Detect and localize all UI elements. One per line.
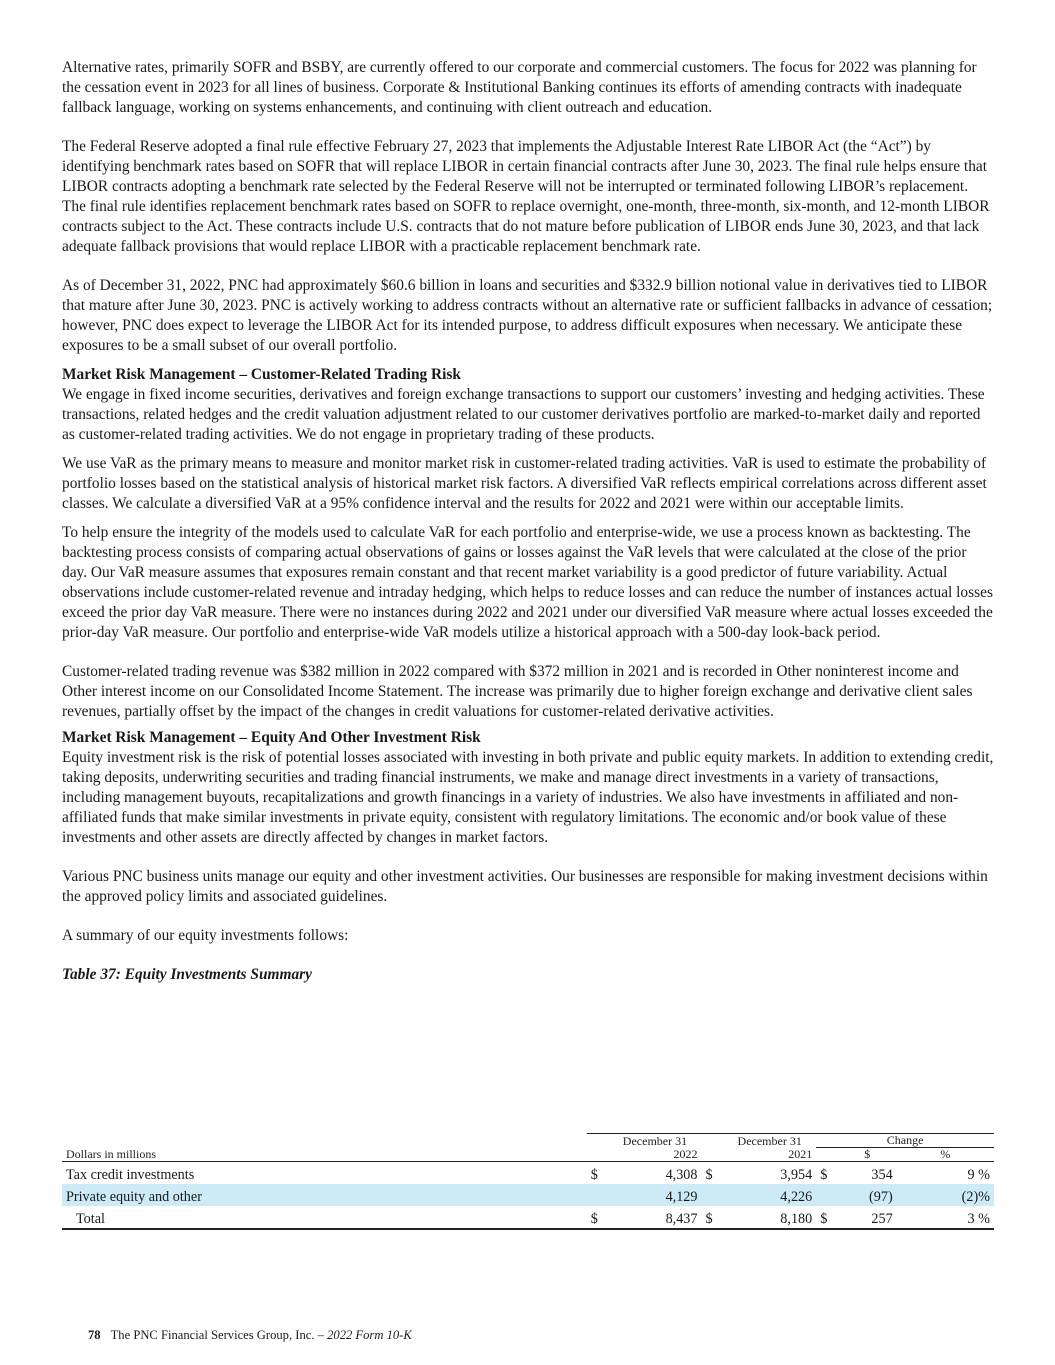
table-row	[62, 1184, 994, 1206]
table-title: Table 37: Equity Investments Summary	[62, 966, 312, 983]
heading-customer-related-trading-risk: Market Risk Management – Customer-Related Trading Risk	[62, 366, 461, 383]
paragraph-libor-exposure: As of December 31, 2022, PNC had approximately $60.6 billion in loans and securities and $332.9 billion notional value in derivatives tied to LIBOR that mature after June 30, 2023. PNC is actively working to address contracts without an alternative rate or sufficient fallbacks in advance of cessation; however, PNC does expect to leverage the LIBOR Act for its intended purpose, to address difficult exposures when necessary. We anticipate these exposures to be a small subset of our overall portfolio.	[62, 277, 993, 354]
col-2022-header-line1: December 31	[608, 1134, 701, 1148]
currency-symbol: $	[816, 1206, 838, 1229]
table-header-row-bottom	[62, 1148, 994, 1162]
currency-symbol	[587, 1184, 609, 1206]
value-2022: 4,129	[608, 1184, 701, 1206]
paragraph-trading-activities: We engage in fixed income securities, derivatives and foreign exchange transactions to support our customers’ investing and hedging activities. These transactions, related hedges and the credit valuation adjustment related to our customer derivatives portfolio are marked-to-market daily and reported as customer-related trading activities. We do not engage in proprietary trading of these products.	[62, 386, 985, 443]
col-2021-header-line1: December 31	[723, 1134, 816, 1148]
heading-equity-investment-risk: Market Risk Management – Equity And Other Investment Risk	[62, 729, 481, 746]
table-row	[62, 1162, 994, 1185]
currency-symbol	[701, 1184, 723, 1206]
col-2022-header-line2: 2022	[608, 1148, 701, 1162]
change-percent-header: %	[897, 1148, 994, 1162]
change-dollar-value: 354	[871, 1167, 893, 1183]
units-label: Dollars in millions	[62, 1148, 587, 1162]
col-2021-header-line2: 2021	[723, 1148, 816, 1162]
value-2021: 3,954	[780, 1167, 813, 1183]
paragraph-alternative-rates: Alternative rates, primarily SOFR and BSBY, are currently offered to our corporate and commercial customers. The focus for 2022 was planning for the cessation event in 2023 for all lines of business. Corporate & Institutional Banking continues its efforts of amending contracts with inadequate fallback language, working on systems enhancements, and continuing with client outreach and education.	[62, 59, 977, 116]
paragraph-equity-investment-risk: Equity investment risk is the risk of potential losses associated with investing in both private and public equity markets. In addition to extending credit, taking deposits, underwriting securities and trading financial instruments, we make and manage direct investments in a variety of transactions, including management buyouts, recapitalizations and growth financings in a variety of industries. We also have investments in affiliated and non-affiliated funds that make similar investments in private equity, consistent with regulatory limitations. The economic and/or book value of these investments and other assets are directly affected by changes in market factors.	[62, 749, 994, 846]
value-2021: 4,226	[723, 1184, 816, 1206]
value-2021: 8,180	[723, 1206, 816, 1229]
currency-symbol: $	[701, 1206, 723, 1229]
currency-symbol	[816, 1184, 838, 1206]
change-percent-value: 3 %	[897, 1206, 994, 1229]
currency-symbol: $	[820, 1167, 828, 1183]
currency-symbol: $	[705, 1167, 713, 1183]
row-label: Total	[62, 1206, 587, 1229]
paragraph-federal-reserve-rule: The Federal Reserve adopted a final rule effective February 27, 2023 that implements the Adjustable Interest Rate LIBOR Act (the “Act”) by identifying benchmark rates based on SOFR that will replace LIBOR in certain financial contracts after June 30, 2023. The final rule helps ensure that LIBOR contracts adopting a benchmark rate selected by the Federal Reserve will not be interrupted or terminated following LIBOR’s replacement. The final rule identifies replacement benchmark rates based on SOFR to replace overnight, one-month, three-month, six-month, and 12-month LIBOR contracts subject to the Act. These contracts include U.S. contracts that do not mature before publication of LIBOR ends June 30, 2023, and that lack adequate fallback provisions that would replace LIBOR with a practicable replacement benchmark rate.	[62, 138, 990, 255]
row-label: Private equity and other	[62, 1184, 587, 1206]
change-dollar-header: $	[838, 1148, 897, 1162]
page-number: 78	[88, 1328, 101, 1342]
table-row-total	[62, 1206, 994, 1229]
page-footer	[88, 1327, 412, 1343]
change-percent-value: 9 %	[967, 1167, 990, 1183]
paragraph-trading-revenue: Customer-related trading revenue was $382 million in 2022 compared with $372 million in 2021 and is recorded in Other noninterest income and Other interest income on our Consolidated Income Statement. The increase was primarily due to higher foreign exchange and derivative client sales revenues, partially offset by the impact of the changes in credit valuations for customer-related derivative activities.	[62, 663, 973, 720]
currency-symbol: $	[590, 1167, 598, 1183]
currency-symbol: $	[587, 1206, 609, 1229]
paragraph-backtesting: To help ensure the integrity of the models used to calculate VaR for each portfolio and enterprise-wide, we use a process known as backtesting. The backtesting process consists of comparing actual observations of gains or losses against the VaR levels that were calculated at the close of the prior day. Our VaR measure assumes that exposures remain constant and that recent market variability is a good predictor of future variability. Actual observations include customer-related revenue and intraday hedging, which helps to reduce losses and can reduce the number of instances actual losses exceed the prior day VaR measure. There were no instances during 2022 and 2021 under our diversified VaR measure where actual losses exceeded the prior-day VaR measure. Our portfolio and enterprise-wide VaR models utilize a historical approach with a 500-day look-back period.	[62, 524, 993, 641]
document-body	[62, 58, 994, 985]
change-dollar-value: 257	[838, 1206, 897, 1229]
change-percent-value: (2)%	[897, 1184, 994, 1206]
table-header-row-top	[62, 1134, 994, 1148]
change-dollar-value: (97)	[838, 1184, 897, 1206]
row-label: Tax credit investments	[66, 1167, 195, 1183]
change-header: Change	[816, 1134, 994, 1148]
paragraph-business-units: Various PNC business units manage our equity and other investment activities. Our businesses are responsible for making investment decisions within the approved policy limits and associated guidelines.	[62, 868, 988, 905]
equity-investments-table	[62, 1133, 994, 1230]
value-2022: 8,437	[608, 1206, 701, 1229]
value-2022: 4,308	[665, 1167, 698, 1183]
footer-form: 2022 Form 10-K	[327, 1328, 412, 1342]
footer-company: The PNC Financial Services Group, Inc. –	[110, 1328, 328, 1342]
paragraph-var-measure: We use VaR as the primary means to measure and monitor market risk in customer-related trading activities. VaR is used to estimate the probability of portfolio losses based on the statistical analysis of historical market risk factors. A diversified VaR reflects empirical correlations across different asset classes. We calculate a diversified VaR at a 95% confidence interval and the results for 2022 and 2021 were within our acceptable limits.	[62, 455, 987, 512]
paragraph-summary-intro: A summary of our equity investments follows:	[62, 927, 349, 944]
